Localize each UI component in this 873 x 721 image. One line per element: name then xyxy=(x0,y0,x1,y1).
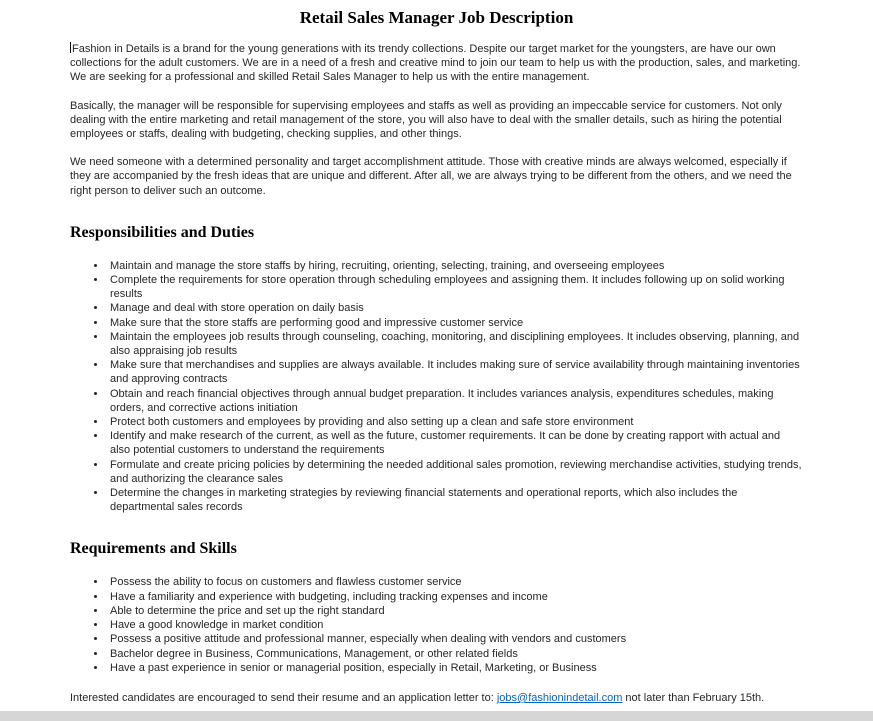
list-item: • Have a familiarity and experience with budgeting, including tracking expenses and income xyxy=(107,590,803,604)
document-title: Retail Sales Manager Job Description xyxy=(299,8,574,27)
page-bottom-edge xyxy=(0,711,873,721)
section-heading-responsibilities: Responsibilities and Duties xyxy=(70,223,255,241)
list-item: • Able to determine the price and set up the right standard xyxy=(107,604,803,618)
list-item: • Maintain and manage the store staffs by hiring, recruiting, orienting, selecting, training, and overseeing employees xyxy=(107,259,803,273)
list-item: • Bachelor degree in Business, Communications, Management, or other related fields xyxy=(107,647,803,661)
intro-paragraph-1 xyxy=(70,42,803,85)
list-item: • Identify and make research of the current, as well as the future, customer requirements. It can be done by creating rapport with actual and also potential customers to understand the requirements xyxy=(107,429,803,457)
requirements-list xyxy=(70,575,803,674)
responsibilities-list xyxy=(70,259,803,515)
list-item: • Determine the changes in marketing strategies by reviewing financial statements and operational reports, which also includes the departmental sales records xyxy=(107,486,803,514)
text-cursor-icon xyxy=(70,42,71,53)
closing-text-before: Interested candidates are encouraged to send their resume and an application letter to: xyxy=(70,691,497,704)
list-item: • Make sure that merchandises and supplies are always available. It includes making sure of service availability through maintaining inventories and approving contracts xyxy=(107,358,803,386)
list-item: • Possess the ability to focus on customers and flawless customer service xyxy=(107,575,803,589)
list-item: • Complete the requirements for store operation through scheduling employees and assigning them. It includes following up on solid working results xyxy=(107,273,803,301)
intro-paragraph-2: Basically, the manager will be responsible for supervising employees and staffs as well as providing an impeccable service for customers. Not only dealing with the entire marketing and retail management of the store, you will also have to deal with the smaller details, such as hiring the potential employees or staffs, dealing with budgeting, checking supplies, and other things. xyxy=(70,99,782,141)
email-link[interactable]: jobs@fashionindetail.com xyxy=(496,691,623,704)
closing-text-after: not later than February 15th. xyxy=(622,691,765,704)
intro-paragraph-1-text: Fashion in Details is a brand for the young generations with its trendy collections. Despite our target market for the youngsters, are have our own collections for the adult customers. We are in a need of a fresh and creative mind to join our team to help us with the production, sales, and marketing. We are seeking for a professional and skilled Retail Sales Manager to help us with the entire management. xyxy=(70,43,801,84)
list-item: • Manage and deal with store operation on daily basis xyxy=(107,301,803,315)
list-item: • Possess a positive attitude and professional manner, especially when dealing with vendors and customers xyxy=(107,632,803,646)
list-item: • Make sure that the store staffs are performing good and impressive customer service xyxy=(107,316,803,330)
list-item: • Formulate and create pricing policies by determining the needed additional sales promotion, reviewing merchandise activities, studying trends, and authorizing the clearance sales xyxy=(107,458,803,486)
section-heading-requirements: Requirements and Skills xyxy=(70,540,237,558)
list-item: • Have a good knowledge in market condition xyxy=(107,618,803,632)
intro-paragraph-3: We need someone with a determined personality and target accomplishment attitude. Those with creative minds are always welcomed, especially if they are accompanied by the fresh ideas that are unique and different. After all, we are always trying to be different from the others, and we need the right person to deliver such an outcome. xyxy=(70,156,792,197)
list-item: • Protect both customers and employees by providing and also setting up a clean and safe store environment xyxy=(107,415,803,429)
closing-paragraph xyxy=(70,691,803,705)
list-item: • Maintain the employees job results through counseling, coaching, monitoring, and disciplining employees. It includes observing, planning, and also appraising job results xyxy=(107,330,803,358)
list-item: • Obtain and reach financial objectives through annual budget preparation. It includes variances analysis, expenditures schedules, making orders, and corrective actions initiation xyxy=(107,387,803,415)
list-item: • Have a past experience in senior or managerial position, especially in Retail, Marketing, or Business xyxy=(107,661,803,675)
